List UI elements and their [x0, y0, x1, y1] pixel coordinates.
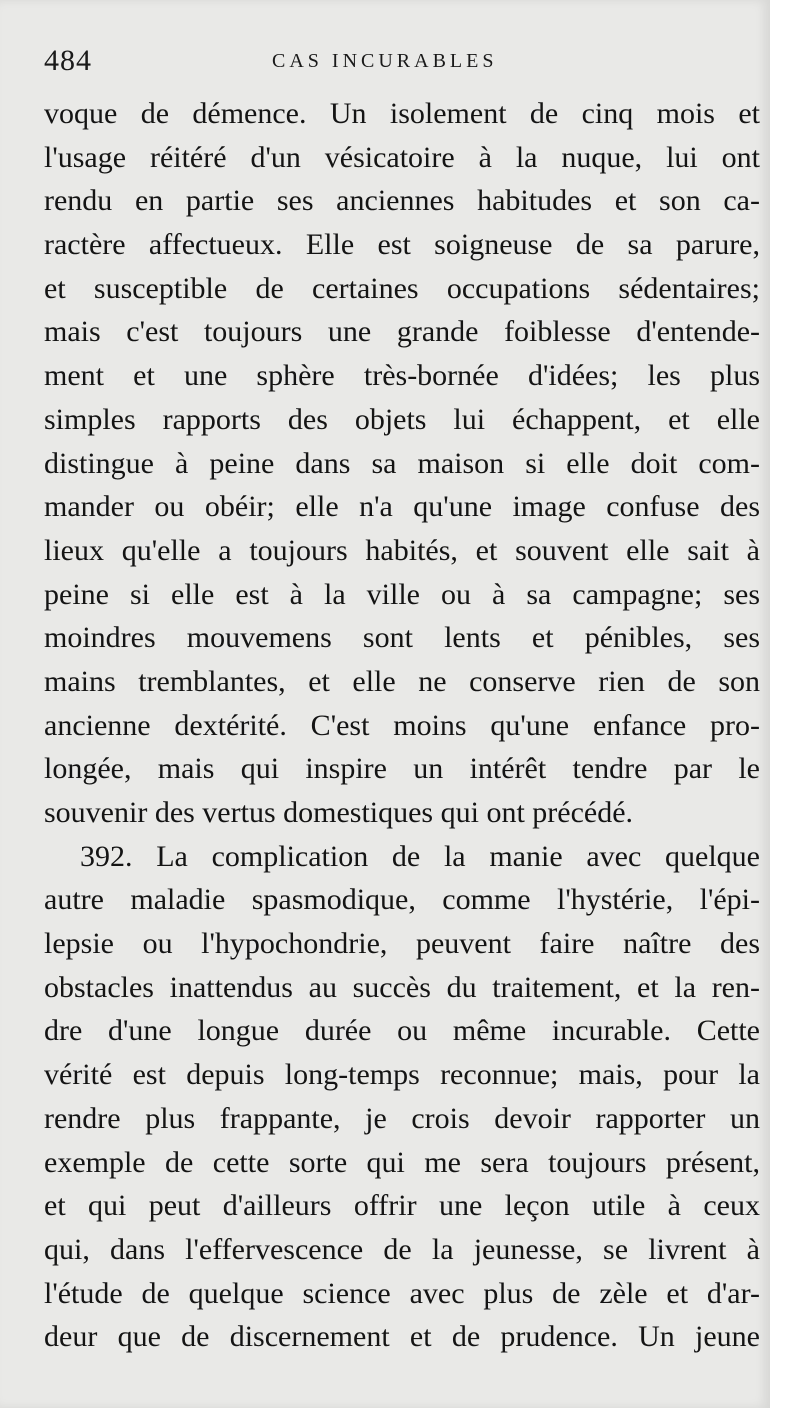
text-line: mains tremblantes, et elle ne conserve rien de son	[44, 664, 760, 698]
text-line: voque de démence. Un isolement de cinq mois et	[44, 97, 760, 130]
text-line: simples rapports des objets lui échappent, et elle	[44, 402, 760, 436]
text-line: rendu en partie ses anciennes habitudes et son ca-	[44, 184, 760, 218]
text-line: et susceptible de certaines occupations sédentaires;	[44, 271, 760, 305]
text-line: deur que de discernement et de prudence. Un jeune	[44, 1320, 760, 1354]
text-line: longée, mais qui inspire un intérêt tendre par le	[44, 752, 760, 786]
text-line: mander ou obéir; elle n'a qu'une image confuse des	[44, 490, 760, 524]
text-line: ment et une sphère très-bornée d'idées; les plus	[44, 359, 760, 393]
running-head: CAS INCURABLES	[272, 50, 498, 72]
text-line: exemple de cette sorte qui me sera toujours présent,	[44, 1145, 760, 1179]
body-text	[44, 92, 760, 1359]
text-line: rendre plus frappante, je crois devoir rapporter un	[44, 1101, 760, 1135]
text-line: autre maladie spasmodique, comme l'hystérie, l'épi-	[44, 883, 760, 917]
text-line: l'étude de quelque science avec plus de zèle et d'ar-	[44, 1276, 760, 1310]
text-line: distingue à peine dans sa maison si elle doit com-	[44, 446, 760, 480]
page-margin	[770, 0, 800, 1408]
paragraph-end-line: souvenir des vertus domestiques qui ont précédé.	[44, 796, 634, 829]
paragraph-start-line: 392. La complication de la manie avec quelque	[80, 839, 760, 873]
text-line: obstacles inattendus au succès du traitement, et la ren-	[44, 970, 760, 1004]
text-line: peine si elle est à la ville ou à sa campagne; ses	[44, 577, 760, 611]
text-line: lepsie ou l'hypochondrie, peuvent faire naître des	[44, 927, 760, 961]
page-number: 484	[44, 44, 92, 77]
text-line: qui, dans l'effervescence de la jeunesse, se livrent à	[44, 1232, 760, 1266]
text-line: et qui peut d'ailleurs offrir une leçon utile à ceux	[44, 1189, 760, 1223]
text-line: vérité est depuis long-temps reconnue; mais, pour la	[44, 1058, 760, 1092]
page-header	[44, 40, 740, 80]
text-line: moindres mouvemens sont lents et pénibles, ses	[44, 621, 760, 655]
text-line: ractère affectueux. Elle est soigneuse de sa parure,	[44, 228, 760, 262]
text-line: dre d'une longue durée ou même incurable. Cette	[44, 1014, 760, 1048]
text-line: mais c'est toujours une grande foiblesse d'entende-	[44, 315, 760, 349]
text-line: lieux qu'elle a toujours habités, et souvent elle sait à	[44, 533, 760, 567]
text-line: ancienne dextérité. C'est moins qu'une enfance pro-	[44, 708, 760, 742]
text-line: l'usage réitéré d'un vésicatoire à la nuque, lui ont	[44, 140, 760, 174]
